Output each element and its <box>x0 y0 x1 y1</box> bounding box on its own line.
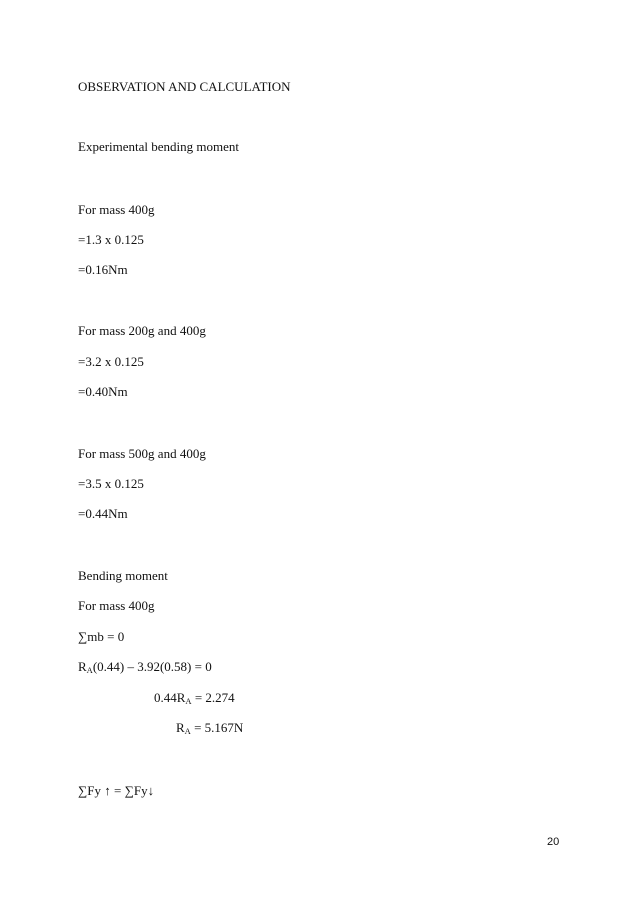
page-number: 20 <box>547 836 560 848</box>
eq1-post: (0.44) – 3.92(0.58) = 0 <box>92 659 212 674</box>
eq2-pre: 0.44R <box>154 690 186 705</box>
section-heading: OBSERVATION AND CALCULATION <box>78 79 291 94</box>
case3-label: For mass 500g and 400g <box>78 446 206 461</box>
case2-result: =0.40Nm <box>78 384 128 399</box>
eq3-subscript: A <box>184 726 191 736</box>
sum-moments-equation: ∑mb = 0 <box>78 629 125 644</box>
case2-label: For mass 200g and 400g <box>78 323 206 338</box>
eq2-subscript: A <box>185 696 192 706</box>
bending-mass-label: For mass 400g <box>78 598 155 613</box>
case1-expression: =1.3 x 0.125 <box>78 232 144 247</box>
eq1-subscript: A <box>86 665 93 675</box>
eq1-pre: R <box>78 659 87 674</box>
case1-result: =0.16Nm <box>78 262 128 277</box>
moment-equation <box>78 659 212 675</box>
subheading: Experimental bending moment <box>78 139 240 154</box>
eq3-post: = 5.167N <box>190 720 244 735</box>
case1-label: For mass 400g <box>78 202 155 217</box>
reaction-result <box>176 720 243 736</box>
reaction-equation <box>154 690 235 706</box>
eq2-post: = 2.274 <box>191 690 235 705</box>
case3-result: =0.44Nm <box>78 506 128 521</box>
eq3-pre: R <box>176 720 185 735</box>
bending-moment-title: Bending moment <box>78 568 168 583</box>
case2-expression: =3.2 x 0.125 <box>78 354 144 369</box>
case3-expression: =3.5 x 0.125 <box>78 476 144 491</box>
sum-forces-equation: ∑Fy ↑ = ∑Fy↓ <box>78 783 155 798</box>
